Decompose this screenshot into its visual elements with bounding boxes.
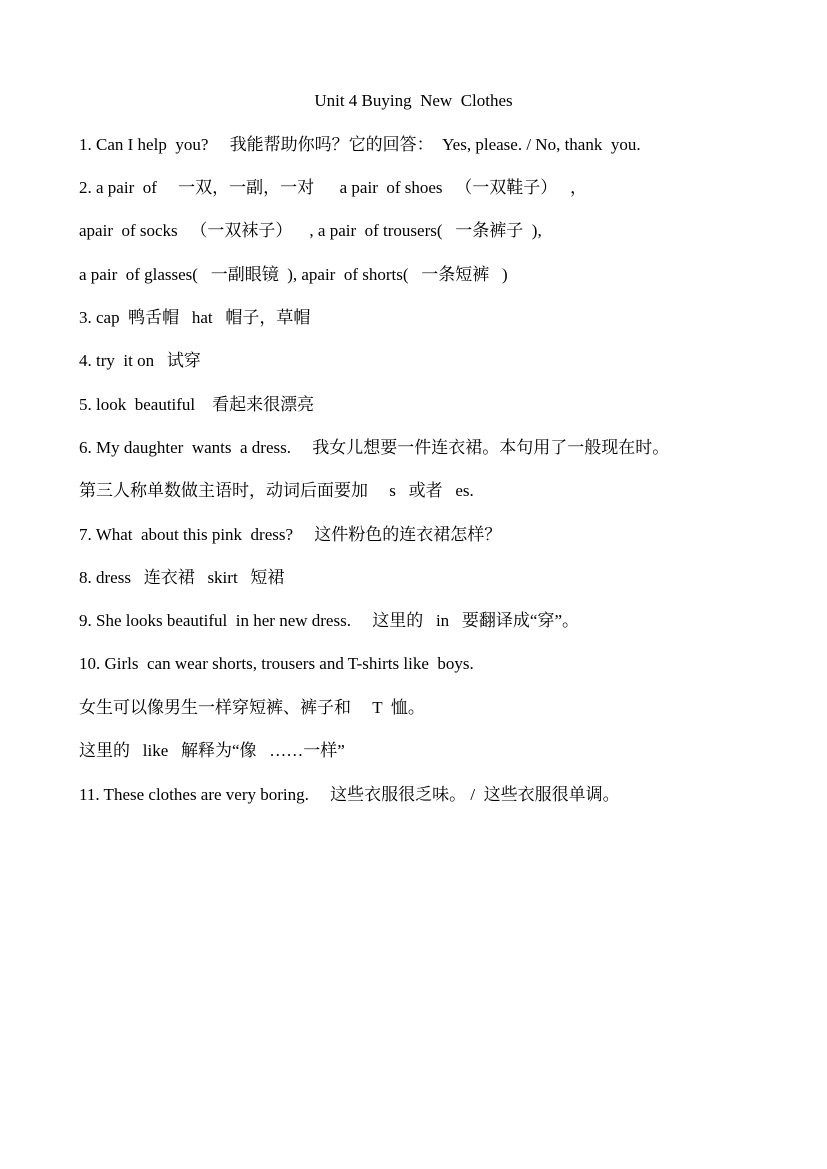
text-line-3: apair of socks （一双袜子） , a pair of trousers( 一条裤子 ),: [79, 221, 542, 240]
text-line-2: 2. a pair of 一双，一副，一对 a pair of shoes （一双鞋子） ，: [79, 178, 588, 197]
text-line-14: 女生可以像男生一样穿短裤、裤子和 T 恤。: [79, 698, 425, 717]
text-line-5: 3. cap 鸭舌帽 hat 帽子，草帽: [79, 308, 311, 327]
text-line-4: a pair of glasses( 一副眼镜 ), apair of shorts( 一条短裤 ): [79, 265, 508, 284]
text-line-15: 这里的 like 解释为“像 ……一样”: [79, 741, 345, 760]
text-line-6: 4. try it on 试穿: [79, 351, 201, 370]
text-line-10: 7. What about this pink dress? 这件粉色的连衣裙怎样？: [79, 525, 502, 544]
text-line-12: 9. She looks beautiful in her new dress. 这里的 in 要翻译成“穿”。: [79, 611, 580, 630]
text-line-9: 第三人称单数做主语时，动词后面要加 s 或者 es.: [79, 481, 474, 500]
text-line-16: 11. These clothes are very boring. 这些衣服很乏味。 / 这些衣服很单调。: [79, 785, 620, 804]
text-line-11: 8. dress 连衣裙 skirt 短裙: [79, 568, 285, 587]
text-line-8: 6. My daughter wants a dress. 我女儿想要一件连衣裙。本句用了一般现在时。: [79, 438, 670, 457]
text-line-1: 1. Can I help you? 我能帮助你吗？它的回答： Yes, please. / No, thank you.: [79, 135, 641, 154]
text-line-13: 10. Girls can wear shorts, trousers and T-shirts like boys.: [79, 654, 474, 673]
document-title: Unit 4 Buying New Clothes: [314, 91, 513, 110]
text-line-7: 5. look beautiful 看起来很漂亮: [79, 395, 315, 414]
